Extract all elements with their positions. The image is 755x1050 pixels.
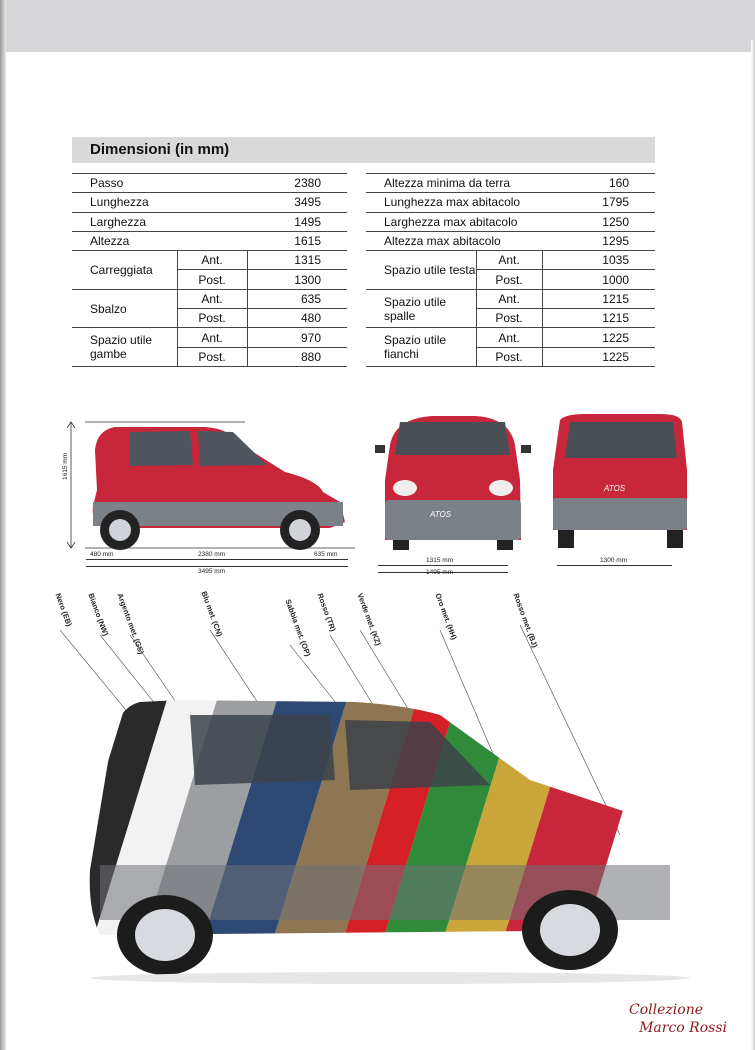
row-value: 1315 [247, 251, 347, 270]
sub-label: Ant. [177, 251, 247, 270]
table-row [366, 328, 655, 347]
sub-label: Post. [177, 270, 247, 289]
sub-label: Post. [177, 309, 247, 328]
colour-car-illustration [60, 590, 720, 990]
row-label: Altezza max abitacolo [366, 231, 542, 250]
side-view-drawing [67, 422, 355, 550]
badge-rear: ATOS [604, 484, 626, 493]
row-value: 160 [542, 174, 655, 193]
colour-label: Argento met. (GS) [115, 592, 146, 656]
top-band [0, 0, 755, 52]
colour-label: Bianco (NW) [86, 592, 111, 637]
front-overhang-label: 635 mm [314, 551, 338, 558]
page-edge-right [751, 40, 755, 1050]
dim-line-rear-track [557, 565, 672, 566]
row-value: 1615 [247, 231, 347, 250]
page-edge-left [0, 0, 6, 1050]
table-row [366, 231, 655, 250]
row-value: 3495 [247, 193, 347, 212]
sub-label: Ant. [476, 289, 542, 308]
row-value: 1225 [542, 347, 655, 366]
group-label: Spazio utile testa [366, 251, 476, 290]
row-value: 1225 [542, 328, 655, 347]
group-label: Spazio utile gambe [72, 328, 177, 367]
rear-track-label: 1300 mm [600, 557, 628, 564]
height-label: 1615 mm [62, 452, 69, 480]
row-value: 970 [247, 328, 347, 347]
sub-label: Post. [177, 347, 247, 366]
table-row [366, 174, 655, 193]
row-label: Lunghezza max abitacolo [366, 193, 542, 212]
row-value: 480 [247, 309, 347, 328]
sub-label: Ant. [177, 328, 247, 347]
group-label: Carreggiata [72, 251, 177, 290]
length-label: 3495 mm [198, 568, 226, 575]
row-label: Larghezza max abitacolo [366, 212, 542, 231]
sub-label: Post. [476, 347, 542, 366]
table-row [72, 328, 347, 347]
row-value: 1035 [542, 251, 655, 270]
table-row [72, 174, 347, 193]
row-label: Altezza [72, 231, 247, 250]
group-label: Sbalzo [72, 289, 177, 328]
wheelbase-label: 2380 mm [198, 551, 226, 558]
row-value: 1215 [542, 289, 655, 308]
front-track-label: 1315 mm [426, 557, 454, 564]
footer-collection: Collezione [629, 1002, 703, 1018]
dim-line-top [86, 559, 348, 560]
table-row [72, 251, 347, 270]
row-value: 1795 [542, 193, 655, 212]
dimensions-table-left [72, 173, 347, 367]
section-header [72, 137, 655, 163]
colour-label: Oro met. (HH) [433, 592, 459, 641]
dim-line-front-track [378, 565, 508, 566]
table-row [366, 289, 655, 308]
row-label: Passo [72, 174, 247, 193]
table-row [72, 212, 347, 231]
colour-label: Nero (EB) [53, 592, 74, 628]
colour-label: Rosso met. (BJ) [511, 592, 540, 649]
rear-overhang-label: 480 mm [90, 551, 114, 558]
row-value: 1295 [542, 231, 655, 250]
front-view-drawing [375, 416, 531, 550]
row-value: 1000 [542, 270, 655, 289]
table-row [366, 193, 655, 212]
row-value: 1215 [542, 309, 655, 328]
table-row [72, 231, 347, 250]
colour-label: Sabbia met. (OP) [283, 598, 313, 658]
row-label: Lunghezza [72, 193, 247, 212]
colour-label: Rosso (TR) [315, 592, 338, 633]
row-value: 1300 [247, 270, 347, 289]
dimensions-table-right [366, 173, 655, 367]
group-label: Spazio utile spalle [366, 289, 476, 328]
dim-line-length [86, 566, 348, 567]
sub-label: Post. [476, 270, 542, 289]
badge-front: ATOS [430, 510, 452, 519]
row-value: 1495 [247, 212, 347, 231]
row-value: 880 [247, 347, 347, 366]
row-value: 635 [247, 289, 347, 308]
group-label: Spazio utile fianchi [366, 328, 476, 367]
sub-label: Ant. [476, 251, 542, 270]
sub-label: Ant. [476, 328, 542, 347]
table-row [366, 212, 655, 231]
colour-label: Blu met. (CN) [199, 590, 225, 638]
width-label: 1495 mm [426, 569, 454, 576]
section-title: Dimensioni (in mm) [90, 141, 230, 158]
table-row [72, 193, 347, 212]
footer-author: Marco Rossi [639, 1020, 727, 1036]
row-value: 1250 [542, 212, 655, 231]
row-value: 2380 [247, 174, 347, 193]
rear-view-drawing [553, 414, 687, 548]
table-row [72, 289, 347, 308]
row-label: Altezza minima da terra [366, 174, 542, 193]
colour-label: Verde met. (KZ) [355, 592, 383, 647]
row-label: Larghezza [72, 212, 247, 231]
table-row [366, 251, 655, 270]
sub-label: Post. [476, 309, 542, 328]
sub-label: Ant. [177, 289, 247, 308]
